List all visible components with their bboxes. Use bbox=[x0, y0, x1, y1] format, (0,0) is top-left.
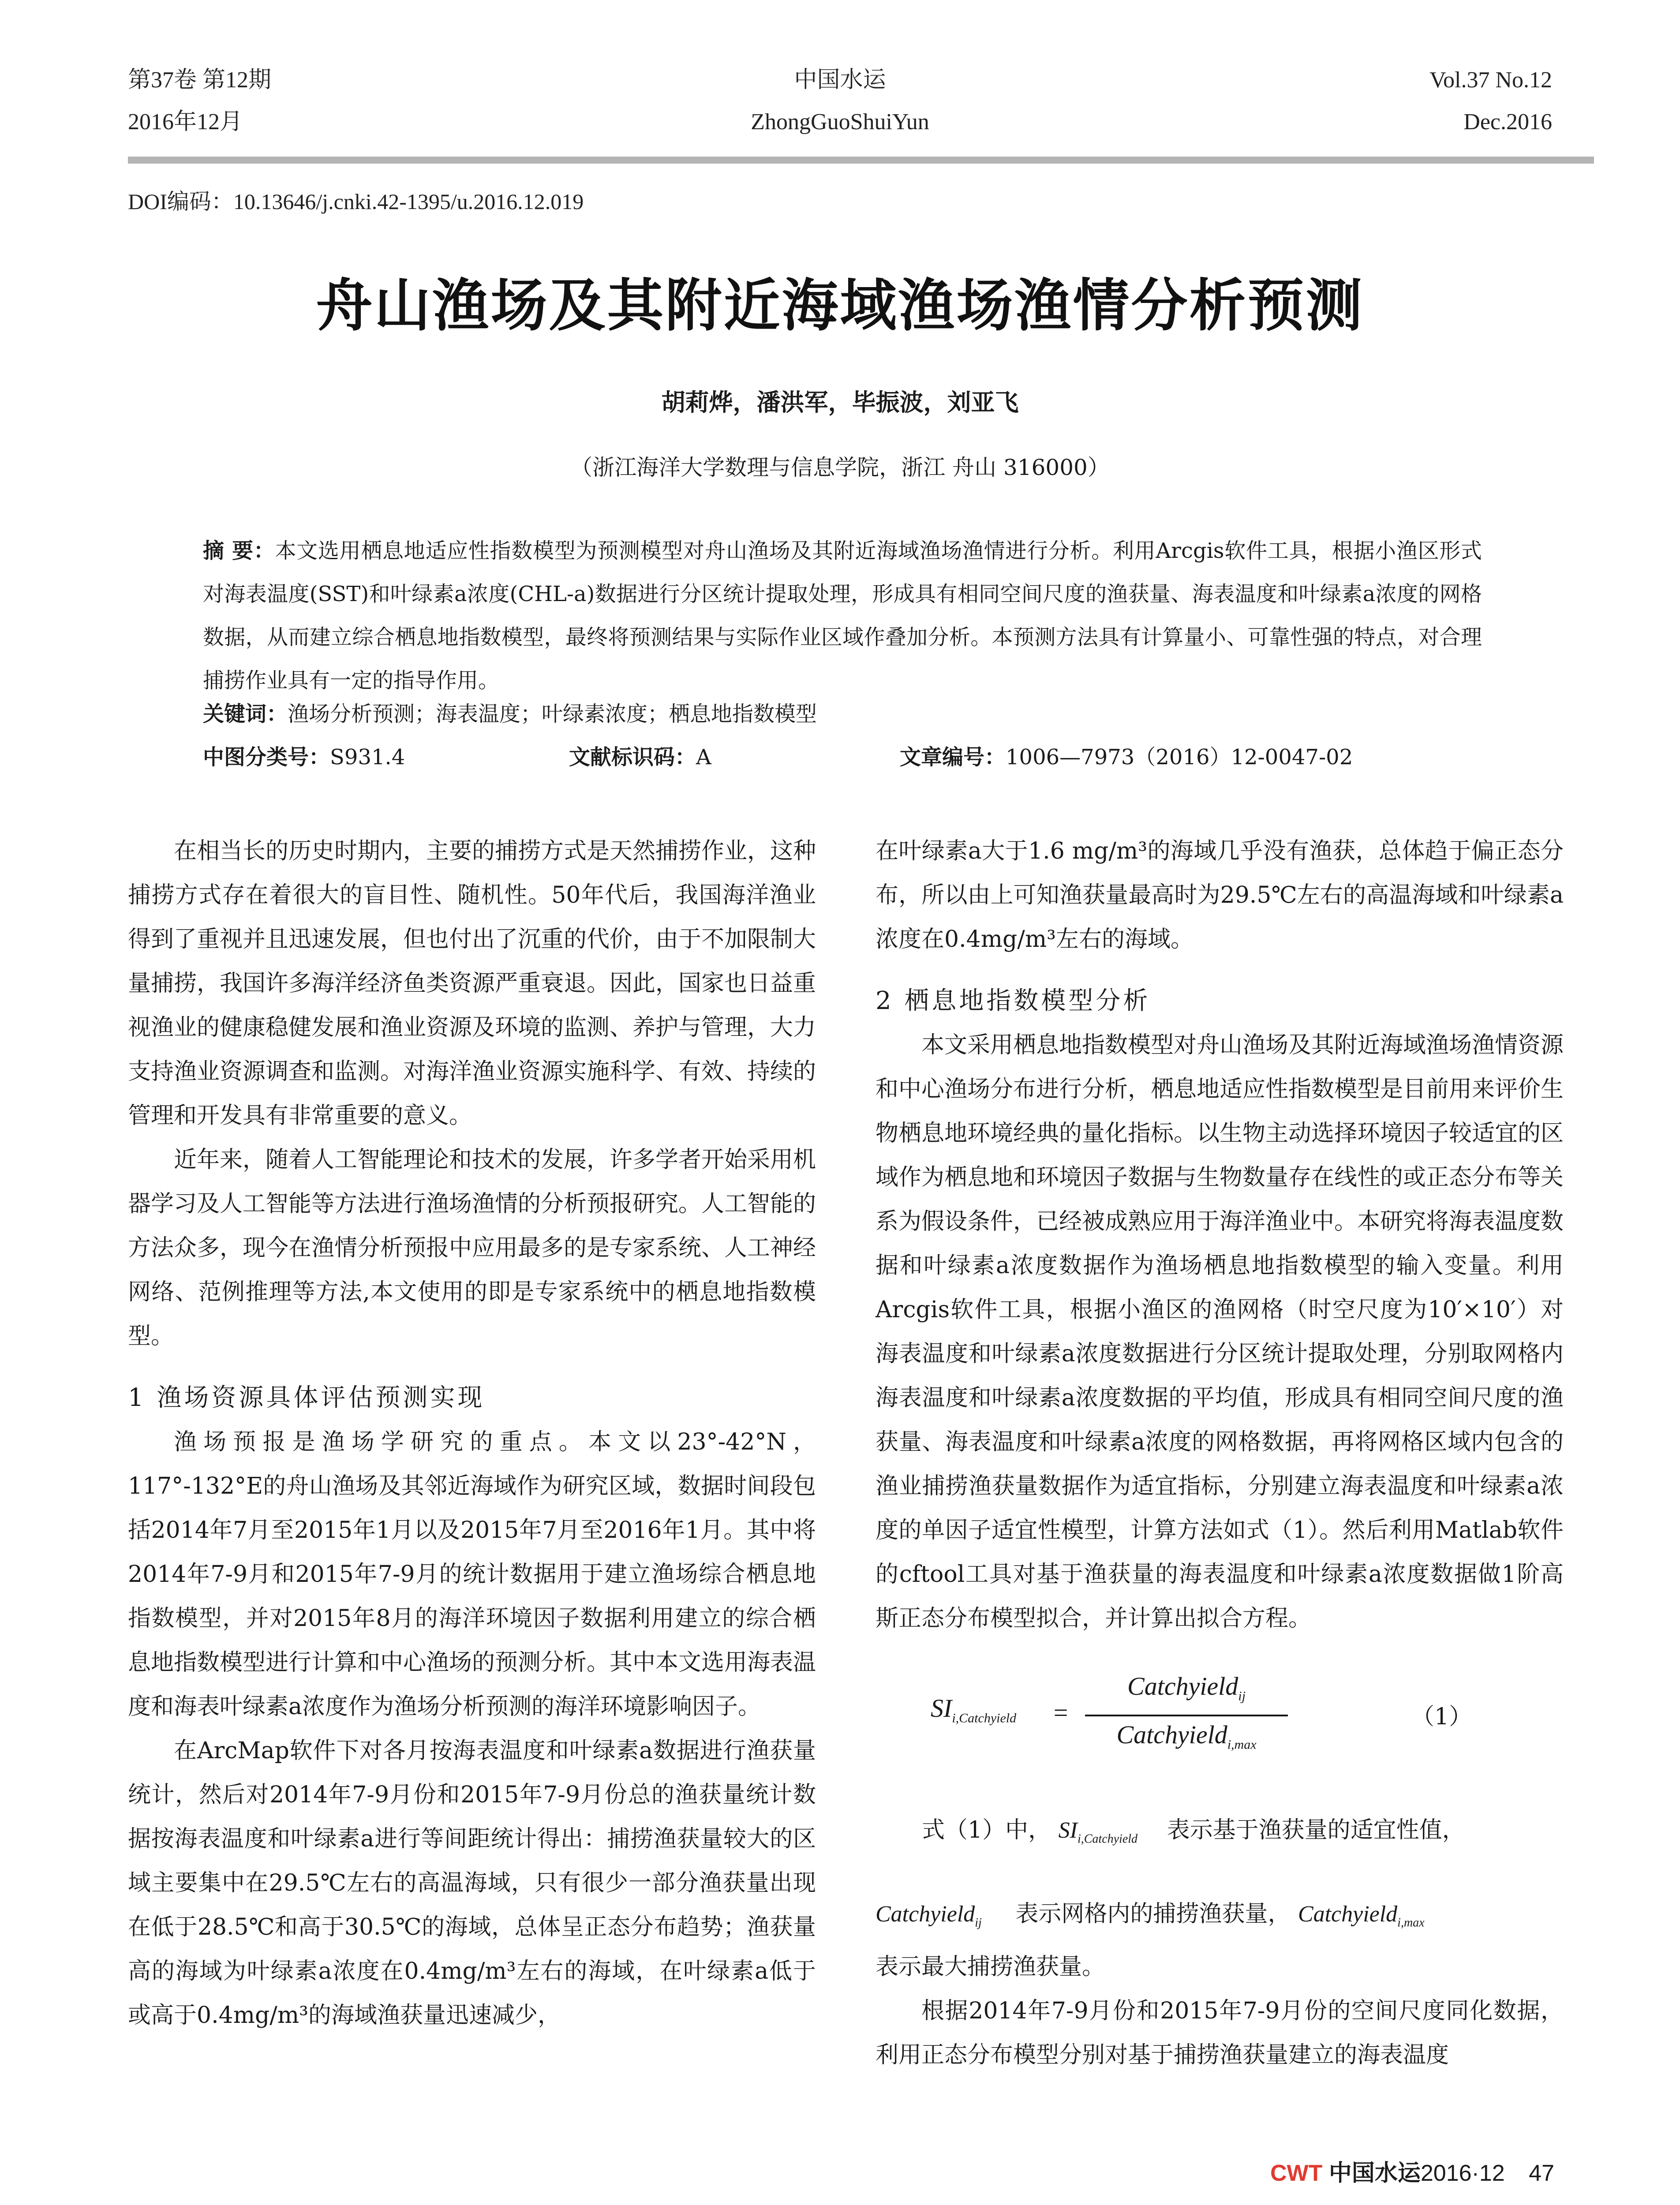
equals-sign: = bbox=[1052, 1698, 1070, 1727]
affiliation: （浙江海洋大学数理与信息学院，浙江 舟山 316000） bbox=[570, 455, 1110, 480]
journal-cn: 中国水运 bbox=[794, 67, 886, 93]
clc-label: 中图分类号： bbox=[203, 745, 330, 770]
abstract bbox=[203, 529, 1482, 702]
volume-cn: 第37卷 第12期 bbox=[128, 67, 272, 93]
article-number-label: 文章编号： bbox=[900, 745, 1006, 770]
formula-lhs-sub: i,Catchyield bbox=[952, 1711, 1017, 1726]
date-cn: 2016年12月 bbox=[128, 109, 243, 135]
abstract-label: 摘 要： bbox=[203, 538, 275, 563]
page-number: 47 bbox=[1529, 2160, 1555, 2186]
paragraph: 根据2014年7-9月份和2015年7-9月份的空间尺度同化数据，利用正态分布模型分别对基于捕捞渔获量建立的海表温度 bbox=[876, 1998, 1564, 2068]
keywords-text: 渔场分析预测；海表温度；叶绿素浓度；栖息地指数模型 bbox=[288, 702, 817, 726]
paragraph: 本文采用栖息地指数模型对舟山渔场及其附近海域渔场渔情资源和中心渔场分布进行分析，栖息地适应性指数模型是目前用来评价生物栖息地环境经典的量化指标。以生物主动选择环境因子较适宜的区域作为栖息地和环境因子数据与生物数量存在线性的或正态分布等关系为假设条件，已经被成熟应用于海洋渔业中。本研究将海表温度数据和叶绿素a浓度数据作为渔场栖息地指数模型的输入变量。利用Arcgis软件工具，根据小渔区的渔网格（时空尺度为10′×10′）对海表温度和叶绿素a浓度数据进行分区统计提取处理，分别取网格内海表温度和叶绿素a浓度数据的平均值，形成具有相同空间尺度的渔获量、海表温度和叶绿素a浓度的网格数据，再将网格区域内包含的渔业捕捞渔获量数据作为适宜指标，分别建立海表温度和叶绿素a浓度的单因子适宜性模型，计算方法如式（1）。然后利用Matlab软件的cftool工具对基于渔获量的海表温度和叶绿素a浓度数据做1阶高斯正态分布模型拟合，并计算出拟合方程。 bbox=[876, 1032, 1564, 1632]
date-en: Dec.2016 bbox=[1463, 109, 1552, 135]
clc bbox=[203, 736, 405, 779]
journal-pinyin: ZhongGuoShuiYun bbox=[751, 109, 929, 135]
footer-brand: CWT bbox=[1270, 2160, 1323, 2186]
left-column bbox=[128, 829, 816, 2037]
clc-value: S931.4 bbox=[330, 745, 405, 770]
formula-tag: （1） bbox=[1411, 1704, 1472, 1730]
paragraph: 近年来，随着人工智能理论和技术的发展，许多学者开始采用机器学习及人工智能等方法进行渔场渔情的分析预报研究。人工智能的方法众多，现今在渔情分析预报中应用最多的是专家系统、人工神经网络、范例推理等方法,本文使用的即是专家系统中的栖息地指数模型。 bbox=[128, 1147, 816, 1349]
formula-explain-2: Catchyield$_{ij}$ 表示网格内的捕捞渔获量， Catchyield$_{i,max}$ bbox=[876, 1901, 1425, 1930]
paragraph: 在叶绿素a大于1.6 mg/m³的海域几乎没有渔获，总体趋于偏正态分布，所以由上可知渔获量最高时为29.5℃左右的高温海域和叶绿素a浓度在0.4mg/m³左右的海域。 bbox=[876, 838, 1564, 953]
keywords bbox=[203, 692, 817, 736]
keywords-label: 关键词： bbox=[203, 702, 288, 726]
doi: DOI编码：10.13646/j.cnki.42-1395/u.2016.12.019 bbox=[128, 189, 584, 214]
header-rule bbox=[128, 157, 1594, 164]
article-number-value: 1006—7973（2016）12-0047-02 bbox=[1006, 745, 1353, 770]
doc-code bbox=[569, 736, 711, 779]
doc-code-value: A bbox=[696, 745, 711, 770]
article-number bbox=[900, 736, 1353, 779]
abstract-text: 本文选用栖息地适应性指数模型为预测模型对舟山渔场及其附近海域渔场渔情进行分析。利用Arcgis软件工具，根据小渔区形式对海表温度(SST)和叶绿素a浓度(CHL-a)数据进行分区统计提取处理，形成具有相同空间尺度的渔获量、海表温度和叶绿素a浓度的网格数据，从而建立综合栖息地指数模型，最终将预测结果与实际作业区域作叠加分析。本预测方法具有计算量小、可靠性强的特点，对合理捕捞作业具有一定的指导作用。 bbox=[203, 538, 1482, 693]
footer-issue: 2016·12 bbox=[1420, 2160, 1505, 2186]
page-title: 舟山渔场及其附近海域渔场渔情分析预测 bbox=[316, 273, 1364, 339]
formula bbox=[931, 1693, 1016, 1726]
paragraph: 在ArcMap软件下对各月按海表温度和叶绿素a数据进行渔获量统计，然后对2014年7-9月份和2015年7-9月份总的渔获量统计数据按海表温度和叶绿素a进行等间距统计得出：捕捞渔获量较大的区域主要集中在29.5℃左右的高温海域，只有很少一部分渔获量出现在低于28.5℃和高于30.5℃的海域，总体呈正态分布趋势；渔获量高的海域为叶绿素a浓度在0.4mg/m³左右的海域，在叶绿素a低于或高于0.4mg/m³的海域渔获量迅速减少， bbox=[128, 1738, 816, 2029]
right-column-tail bbox=[876, 1989, 1564, 2077]
section-heading-1: 1 渔场资源具体评估预测实现 bbox=[128, 1383, 485, 1412]
authors: 胡莉烨，潘洪军，毕振波，刘亚飞 bbox=[661, 389, 1019, 416]
paragraph: 在相当长的历史时期内，主要的捕捞方式是天然捕捞作业，这种捕捞方式存在着很大的盲目性、随机性。50年代后，我国海洋渔业得到了重视并且迅速发展，但也付出了沉重的代价，由于不加限制大量捕捞，我国许多海洋经济鱼类资源严重衰退。因此，国家也日益重视渔业的健康稳健发展和渔业资源及环境的监测、养护与管理，大力支持渔业资源调查和监测。对海洋渔业资源实施科学、有效、持续的管理和开发具有非常重要的意义。 bbox=[128, 838, 816, 1129]
section-heading-2: 2 栖息地指数模型分析 bbox=[876, 987, 1151, 1015]
formula-denominator: Catchyield$_{i,max}$ bbox=[1116, 1720, 1257, 1752]
formula-explain-3: 表示最大捕捞渔获量。 bbox=[876, 1954, 1105, 1980]
paragraph: 渔场预报是渔场学研究的重点。本文以23°-42°N，117°-132°E的舟山渔场及其邻近海域作为研究区域，数据时间段包括2014年7月至2015年1月以及2015年7月至2016年1月。其中将2014年7-9月和2015年7-9月的统计数据用于建立渔场综合栖息地指数模型，并对2015年8月的海洋环境因子数据利用建立的综合栖息地指数模型进行计算和中心渔场的预测分析。其中本文选用海表温度和海表叶绿素a浓度作为渔场分析预测的海洋环境影响因子。 bbox=[128, 1429, 816, 1720]
formula-lhs: SI bbox=[931, 1694, 952, 1723]
formula-numerator: Catchyield$_{ij}$ bbox=[1127, 1672, 1246, 1704]
volume-en: Vol.37 No.12 bbox=[1429, 67, 1552, 93]
fraction-bar bbox=[1085, 1715, 1288, 1716]
footer-journal: 中国水运 bbox=[1328, 2160, 1421, 2186]
footer bbox=[1270, 2154, 1554, 2187]
right-column bbox=[876, 829, 1564, 1641]
formula-explain-1: 式（1）中， $SI_{i,Catchyield}$ 表示基于渔获量的适宜性值， bbox=[922, 1817, 1465, 1846]
doc-code-label: 文献标识码： bbox=[569, 745, 696, 770]
